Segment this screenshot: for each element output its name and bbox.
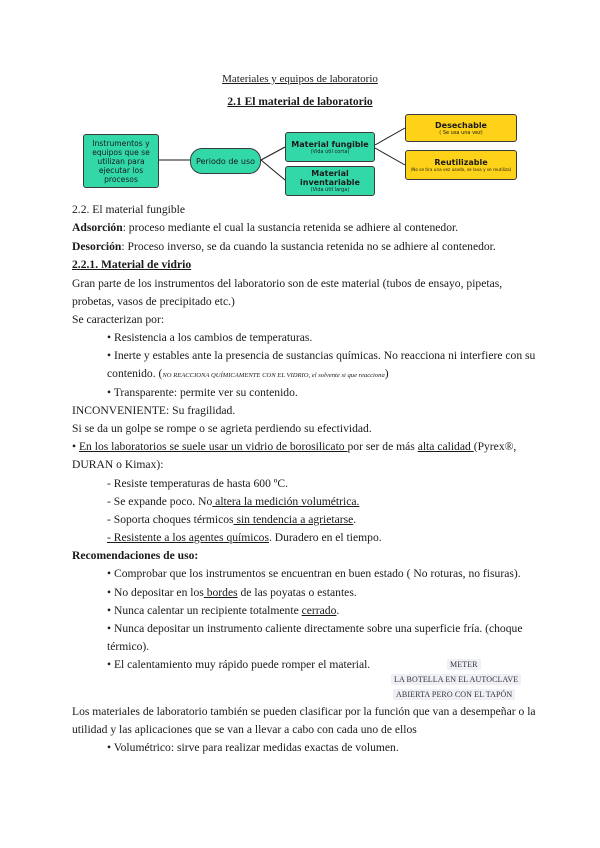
- inconveniente-line: INCONVENIENTE: Su fragilidad.: [72, 404, 236, 417]
- fungible-heading: 2.2. El material fungible: [72, 203, 186, 216]
- recommendation-item: • Comprobar que los instrumentos se encuentran en buen estado ( No roturas, no fisuras).: [107, 567, 521, 580]
- recommendation-item: • No depositar en los bordes de las poyatas o estantes.: [107, 586, 357, 599]
- section-title: 2.1 El material de laboratorio: [227, 96, 373, 108]
- diagram-desechable-box: Desechable ( Se usa una vez): [405, 114, 517, 142]
- clasificacion-line-2: utilidad y las aplicaciones que se van a llevar a cabo con cada uno de ellos: [72, 723, 417, 736]
- vidrio-intro-line-2: probetas, vasos de precipitado etc.): [72, 295, 235, 308]
- recommendation-item: • El calentamiento muy rápido puede romper el material.: [107, 658, 371, 671]
- connector-period-inventariable: [261, 160, 285, 180]
- recommendation-item: • Nunca depositar un instrumento caliente directamente sobre una superficie fría. (choque: [107, 622, 523, 635]
- borosilicato-property: - Resistente a los agentes químicos. Duradero en el tiempo.: [107, 531, 382, 544]
- borosilicato-line-2: DURAN o Kimax):: [72, 458, 164, 471]
- clasificacion-line-1: Los materiales de laboratorio también se pueden clasificar por la función que van a desempeñar o la: [72, 705, 536, 718]
- adsorcion-definition: Adsorción: proceso mediante el cual la sustancia retenida se adhiere al contenedor.: [72, 221, 459, 234]
- margin-note: ABIERTA PERO CON EL TAPÓN: [393, 689, 515, 700]
- borosilicato-property: - Resiste temperaturas de hasta 600 ºC.: [107, 477, 288, 490]
- characteristic-item: • Inerte y estables ante la presencia de sustancias químicas. No reacciona ni interfiere con su: [107, 349, 536, 362]
- desorcion-definition: Desorción: Proceso inverso, se da cuando la sustancia retenida no se adhiere al contenedor.: [72, 240, 496, 253]
- margin-note: METER: [447, 659, 481, 670]
- caracterizan-label: Se caracterizan por:: [72, 313, 165, 326]
- connector-period-fungible: [261, 147, 285, 160]
- characteristic-item: • Transparente: permite ver su contenido.: [107, 386, 298, 399]
- borosilicato-property: - Se expande poco. No altera la medición volumétrica.: [107, 495, 360, 508]
- vidrio-heading: 2.2.1. Material de vidrio: [72, 258, 192, 271]
- connector-fungible-desechable: [375, 128, 405, 145]
- recommendation-item: • Nunca calentar un recipiente totalmente cerrado.: [107, 604, 340, 617]
- connector-fungible-reutilizable: [375, 148, 405, 165]
- borosilicato-line: • En los laboratorios se suele usar un vidrio de borosilicato por ser de más alta calidad (Pyrex®,: [72, 440, 517, 453]
- recommendation-item-continuation: térmico).: [107, 640, 150, 653]
- document-title: Materiales y equipos de laboratorio: [222, 73, 378, 85]
- golpe-line: Si se da un golpe se rompe o se agrieta perdiendo su efectividad.: [72, 422, 372, 435]
- vidrio-intro-line-1: Gran parte de los instrumentos del laboratorio son de este material (tubos de ensayo, pipetas,: [72, 277, 503, 290]
- characteristic-item-continuation: contenido. (NO REACCIONA QUÍMICAMENTE CON EL VIDRIO, el solvente si que reacciona): [107, 367, 389, 380]
- recomendaciones-heading: Recomendaciones de uso:: [72, 549, 199, 562]
- borosilicato-property: - Soporta choques térmicos sin tendencia a agrietarse.: [107, 513, 357, 526]
- diagram-inventariable-box: Material inventariable (Vida útil larga): [285, 166, 375, 196]
- characteristic-item: • Resistencia a los cambios de temperaturas.: [107, 331, 313, 344]
- diagram-root-box: Instrumentos y equipos que se utilizan para ejecutar los procesos: [83, 134, 159, 188]
- margin-note: LA BOTELLA EN EL AUTOCLAVE: [391, 674, 521, 685]
- diagram-reutilizable-box: Reutilizable (No se tira una vez usado, se lava y se reutiliza): [405, 150, 517, 180]
- volumetrico-item: • Volumétrico: sirve para realizar medidas exactas de volumen.: [107, 741, 399, 754]
- diagram-period-box: Periodo de uso: [190, 148, 261, 174]
- diagram-fungible-box: Material fungible (Vida útil corta): [285, 132, 375, 162]
